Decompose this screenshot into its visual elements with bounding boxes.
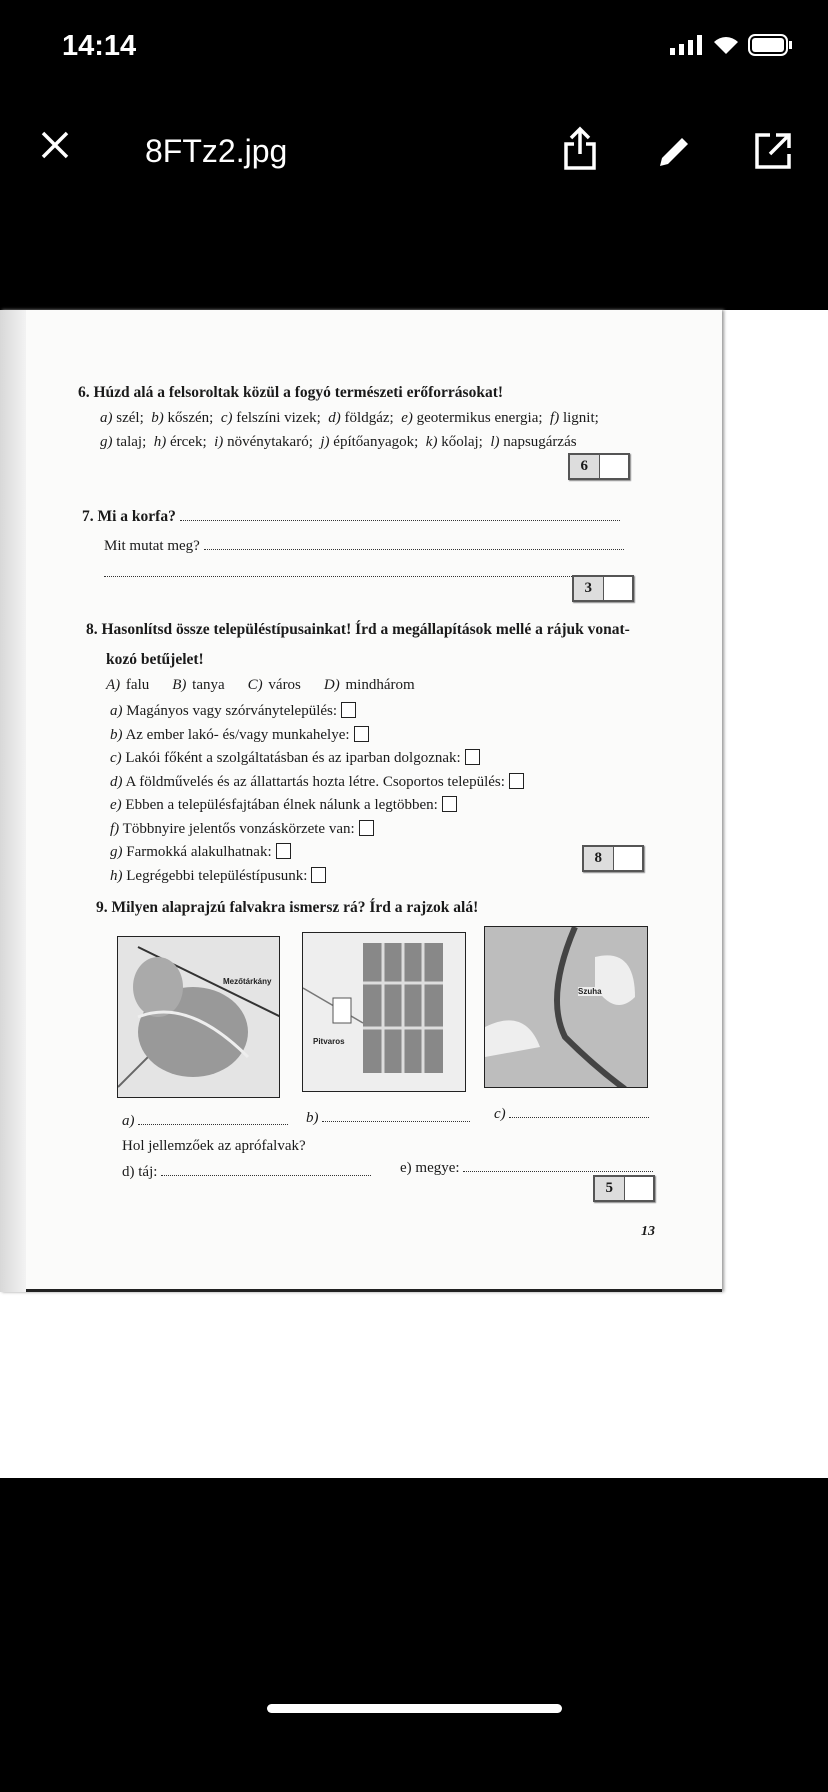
answer-box[interactable]: [465, 749, 480, 765]
status-icons: [670, 34, 792, 56]
q9-answer-c: c): [494, 1106, 649, 1123]
map-label: Pitvaros: [313, 1037, 345, 1046]
map-szuha: [484, 926, 648, 1088]
q9-score-box: 5: [593, 1175, 655, 1202]
answer-box[interactable]: [341, 702, 356, 718]
q9-answer-e: e) megye:: [400, 1160, 653, 1177]
q6-score-box: 6: [568, 453, 630, 480]
answer-label: d) táj:: [122, 1164, 158, 1180]
q7-line2: Mit mutat meg?: [104, 538, 624, 555]
answer-box[interactable]: [442, 796, 457, 812]
list-item: d) A földművelés és az állattartás hozta létre. Csoportos település:: [110, 771, 524, 795]
book-spine: [0, 310, 26, 1292]
q7-line3: [104, 565, 634, 582]
home-indicator[interactable]: [267, 1704, 562, 1713]
file-title: 8FTz2.jpg: [145, 133, 288, 169]
list-item: f) Többnyire jelentős vonzáskörzete van:: [110, 818, 524, 842]
q9-answer-b: b): [306, 1110, 470, 1127]
answer-box[interactable]: [276, 843, 291, 859]
q9-answer-a: a): [122, 1113, 288, 1130]
list-item: e) Ebben a településfajtában élnek nálunk a legtöbben:: [110, 794, 524, 818]
q9-title: 9. Milyen alaprajzú falvakra ismersz rá? Írd a rajzok alá!: [96, 899, 479, 916]
answer-box[interactable]: [354, 726, 369, 742]
answer-box[interactable]: [509, 773, 524, 789]
list-item: b) Az ember lakó- és/vagy munkahelye:: [110, 724, 524, 748]
close-icon[interactable]: [40, 130, 70, 168]
q7-line1: 7. Mi a korfa?: [82, 508, 620, 526]
map-label: Szuha: [578, 987, 602, 996]
share-icon[interactable]: [562, 126, 598, 178]
q9-question: Hol jellemzőek az aprófalvak?: [122, 1138, 306, 1154]
q8-items: [110, 700, 524, 888]
answer-box[interactable]: [311, 867, 326, 883]
list-item: c) Lakói főként a szolgáltatásban és az iparban dolgoznak:: [110, 747, 524, 771]
wifi-icon: [712, 35, 740, 55]
open-external-icon[interactable]: [754, 132, 792, 178]
q8-score-box: 8: [582, 845, 644, 872]
q8-title: 8. Hasonlítsd össze településtípusainkat! Írd a megállapítások mellé a rájuk vonat-: [86, 621, 630, 638]
q6-title: 6. Húzd alá a felsoroltak közül a fogyó természeti erőforrásokat!: [78, 384, 504, 401]
signal-icon: [670, 35, 704, 55]
pencil-icon[interactable]: [656, 132, 694, 178]
q8-options: A) falu B) tanya C) város D) mindhárom: [106, 677, 415, 693]
list-item: a) Magányos vagy szórványtelepülés:: [110, 700, 524, 724]
page-number: 13: [641, 1224, 655, 1239]
q6-line2: g) talaj; h) ércek; i) növénytakaró; j) építőanyagok; k) kőolaj; l) napsugárzás: [100, 434, 577, 450]
q9-answer-d: [122, 1164, 371, 1181]
answer-box[interactable]: [359, 820, 374, 836]
q6-line1: a) szél; b) kőszén; c) felszíni vizek; d) földgáz; e) geotermikus energia; f) lignit;: [100, 410, 599, 426]
list-item: h) Legrégebbi településtípusunk:: [110, 865, 524, 889]
q7-score-box: 3: [572, 575, 634, 602]
q8-title-cont: kozó betűjelet!: [106, 651, 204, 668]
status-time: 14:14: [62, 30, 137, 62]
battery-icon: [748, 34, 792, 56]
list-item: g) Farmokká alakulhatnak:: [110, 841, 524, 865]
map-pitvaros: [302, 932, 466, 1092]
map-label: Mezőtárkány: [223, 977, 272, 986]
map-mezotarkany: [117, 936, 280, 1098]
